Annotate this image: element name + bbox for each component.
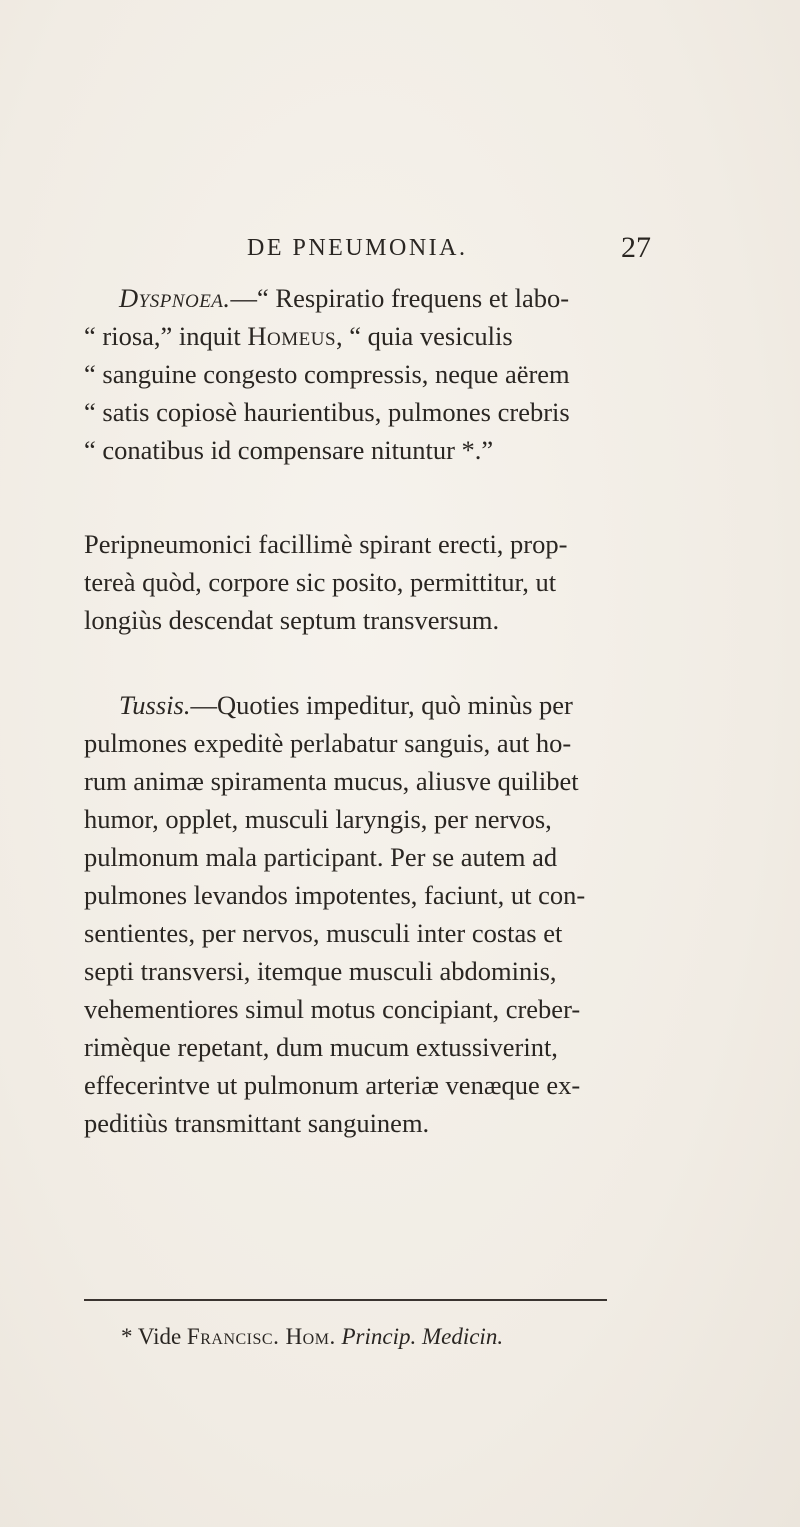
page-number: 27 [621, 231, 651, 264]
text-line: humor, opplet, musculi laryngis, per nervos, [84, 804, 552, 834]
footnote-rule [84, 1299, 607, 1301]
text-line: tereà quòd, corpore sic posito, permittitur, ut [84, 567, 557, 597]
text-line: sentientes, per nervos, musculi inter costas et [84, 918, 563, 948]
paragraph-dyspnoea [84, 279, 674, 469]
text-line: Tussis.—Quoties impeditur, quò minùs per [119, 690, 573, 720]
running-head-title: DE PNEUMONIA. [247, 235, 468, 261]
author-name: Homeus [247, 321, 337, 351]
footnote-marker: * Vide [121, 1324, 187, 1349]
text-line: “ conatibus id compensare nituntur *.” [84, 435, 494, 465]
text-line: vehementiores simul motus concipiant, creber- [84, 994, 581, 1024]
section-term-dyspnoea: Dyspnoea. [119, 283, 231, 313]
text-line: pulmones levandos impotentes, faciunt, ut con- [84, 880, 586, 910]
text-line: effecerintve ut pulmonum arteriæ venæque ex- [84, 1070, 581, 1100]
text-line: pulmonum mala participant. Per se autem ad [84, 842, 558, 872]
text-line: “ sanguine congesto compressis, neque aërem [84, 359, 570, 389]
paragraph-tussis [84, 686, 674, 1142]
text-line: rum animæ spiramenta mucus, aliusve quilibet [84, 766, 579, 796]
text-line: “ satis copiosè haurientibus, pulmones crebris [84, 397, 570, 427]
text-line: Peripneumonici facillimè spirant erecti, prop- [84, 529, 568, 559]
text-line: pulmones expeditè perlabatur sanguis, aut ho- [84, 728, 572, 758]
footnote-author: Francisc. Hom. [186, 1324, 336, 1349]
footnote-work: Princip. Medicin. [341, 1324, 504, 1349]
paragraph-peripneumonici [84, 525, 674, 639]
section-term-tussis: Tussis. [119, 690, 191, 720]
text-line: rimèque repetant, dum mucum extussiverint, [84, 1032, 558, 1062]
running-head [247, 231, 651, 271]
footnote [121, 1321, 503, 1353]
text-line: longiùs descendat septum transversum. [84, 605, 500, 635]
text-line: “ riosa,” inquit Homeus, “ quia vesiculis [84, 321, 513, 351]
text-line: Dyspnoea.—“ Respiratio frequens et labo- [119, 283, 570, 313]
text-line: peditiùs transmittant sanguinem. [84, 1108, 430, 1138]
text-line: septi transversi, itemque musculi abdominis, [84, 956, 557, 986]
